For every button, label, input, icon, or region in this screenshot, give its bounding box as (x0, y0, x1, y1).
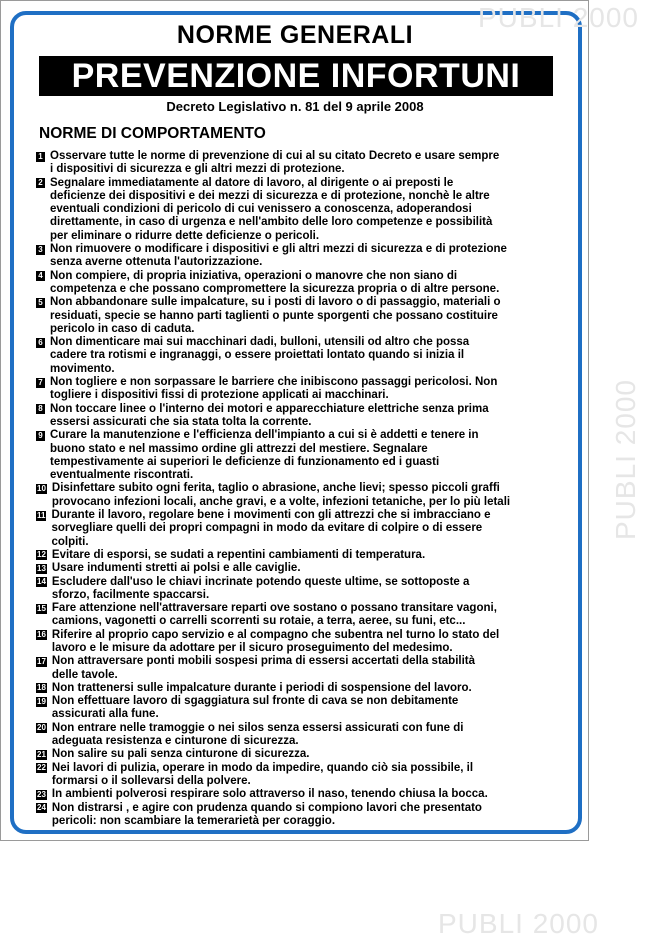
rule-line: In ambienti polverosi respirare solo attraverso il naso, tenendo chiusa la bocca. (51, 788, 488, 801)
rule-text (50, 177, 492, 243)
rule-line: pericoli: non scambiare la temerarietà per coraggio. (51, 814, 336, 827)
rule-item (36, 243, 566, 270)
rule-line: colpiti. (51, 535, 89, 548)
rule-line: provocano infezioni locali, anche gravi, e a volte, infezioni tetaniche, per lo più letali (51, 495, 511, 508)
rule-text (50, 376, 497, 403)
rule-item (36, 629, 566, 656)
rule-number-badge: 11 (37, 510, 46, 520)
rule-text (52, 682, 472, 695)
rule-number-badge: 13 (37, 563, 46, 573)
rule-line: Curare la manutenzione e l'efficienza dell'impianto a cui si è addetti e tenere in (50, 429, 479, 442)
rule-line: direttamente, in caso di urgenza e nell'ambito delle loro competenze e possibilità (50, 216, 493, 229)
rule-line: lavoro e le misure da adottare per il sicuro proseguimento del medesimo. (51, 641, 453, 654)
rule-line: adeguata resistenza e cinturone di sicurezza. (51, 735, 299, 748)
rule-item (36, 802, 566, 829)
rule-item (36, 576, 566, 603)
rule-text (50, 429, 479, 482)
rule-number-badge: 12 (37, 550, 46, 560)
rule-line: Non salire su pali senza cinturone di sicurezza. (51, 748, 310, 761)
rule-line: assicurati alla fune. (51, 708, 159, 721)
rule-number-badge: 16 (37, 630, 46, 640)
sign-banner: PREVENZIONE INFORTUNI (39, 56, 553, 96)
rule-item (36, 562, 566, 575)
rule-item (36, 762, 566, 789)
rule-line: Fare attenzione nell'attraversare reparti ove sostano o possano transitare vagoni, (51, 602, 497, 615)
rule-line: Nei lavori di pulizia, operare in modo da impedire, quando ciò sia possibile, il (51, 761, 474, 774)
rule-item (36, 695, 566, 722)
rule-text (52, 576, 469, 603)
rule-line: togliere i dispositivi fissi di protezione applicati ai macchinari. (50, 389, 389, 402)
watermark-side: PUBLI 2000 (610, 379, 641, 540)
rule-line: Non dimenticare mai sui macchinari dadi, bulloni, utensili od altro che possa (50, 336, 470, 349)
rule-line: i dispositivi di sicurezza e gli altri mezzi di protezione. (50, 163, 345, 176)
rule-line: Evitare di esporsi, se sudati a repentini cambiamenti di temperatura. (51, 548, 426, 561)
rule-text (52, 748, 310, 761)
rule-item (36, 682, 566, 695)
rule-text (52, 602, 497, 629)
rule-line: senza averne ottenuta l'autorizzazione. (50, 256, 263, 269)
rule-number-badge: 21 (37, 749, 46, 759)
rule-item (36, 177, 566, 243)
rule-text (52, 695, 458, 722)
rule-line: Non attraversare ponti mobili sospesi prima di essersi accertati della stabilità (51, 655, 476, 668)
rule-line: Non distrarsi , e agire con prudenza quando si compiono lavori che presentato (51, 801, 482, 814)
rule-line: pericolo in caso di caduta. (50, 322, 195, 335)
rule-text (52, 762, 473, 789)
rule-item (36, 150, 566, 177)
rule-text (50, 270, 499, 297)
rule-item (36, 788, 566, 801)
rule-line: Non entrare nelle tramoggie o nei silos senza essersi assicurati con fune di (51, 721, 464, 734)
rule-line: Disinfettare subito ogni ferita, taglio o abrasione, anche lievi; spesso piccoli graffi (51, 482, 500, 495)
rule-line: Escludere dall'uso le chiavi incrinate potendo queste ultime, se sottoposte a (51, 575, 470, 588)
rule-item (36, 722, 566, 749)
rule-number-badge: 23 (37, 789, 46, 799)
rule-line: Usare indumenti stretti ai polsi e alle caviglie. (51, 562, 301, 575)
rule-text (52, 722, 464, 749)
rule-line: Non trattenersi sulle impalcature durante i periodi di sospensione del lavoro. (51, 681, 472, 694)
rule-line: essersi assicurati che sia stata tolta la corrente. (50, 415, 312, 428)
rule-number-badge: 8 (36, 404, 45, 414)
rule-line: per eliminare o ridurre dette deficienze o pericoli. (50, 229, 320, 242)
rule-line: Non rimuovere o modificare i dispositivi e gli altri mezzi di sicurezza e di protezione (50, 243, 507, 256)
rule-line: Non abbandonare sulle impalcature, su i posti di lavoro o di passaggio, materiali o (50, 296, 501, 309)
rule-text (52, 629, 499, 656)
rule-item (36, 336, 566, 376)
rule-line: eventuali condizioni di pericolo di cui venissero a conoscenza, adoperandosi (50, 203, 472, 216)
rule-text (52, 655, 475, 682)
rule-number-badge: 14 (37, 577, 46, 586)
watermark-bottom: PUBLI 2000 (438, 908, 599, 939)
rule-line: camions, vagonetti o carrelli scorrenti su rotaie, a terra, aeree, su funi, etc... (51, 615, 466, 628)
rule-item (36, 549, 566, 562)
rule-text (52, 788, 488, 801)
rule-text (50, 150, 499, 177)
rule-number-badge: 5 (36, 298, 45, 308)
rule-text (50, 296, 501, 336)
rule-number-badge: 6 (36, 338, 45, 348)
rule-line: competenza e che possano compromettere la sicurezza propria o di altre persone. (50, 282, 500, 295)
rule-text (50, 243, 507, 270)
rule-number-badge: 3 (36, 245, 45, 255)
rule-number-badge: 22 (37, 763, 46, 773)
rule-text (52, 562, 301, 575)
sign-title: NORME GENERALI (176, 21, 414, 49)
rule-line: sorvegliare quelli dei propri compagni in modo da evitare di colpire o di essere (51, 522, 483, 535)
rule-number-badge: 10 (37, 483, 46, 493)
rule-item (36, 748, 566, 761)
rule-item (36, 655, 566, 682)
rule-line: residuati, specie se hanno parti taglienti o punte sporgenti che possano costituire (50, 309, 498, 322)
rule-line: delle tavole. (51, 668, 118, 681)
rule-line: movimento. (50, 362, 115, 375)
rule-number-badge: 19 (37, 696, 46, 706)
rule-item (36, 602, 566, 629)
watermark-top: PUBLI 2000 (478, 2, 639, 33)
rule-item (36, 482, 566, 509)
rule-number-badge: 24 (37, 803, 46, 813)
rule-number-badge: 17 (37, 656, 46, 666)
rule-number-badge: 1 (36, 152, 45, 162)
rule-item (36, 509, 566, 549)
rule-line: sforzo, facilmente spaccarsi. (51, 588, 210, 601)
rule-item (36, 270, 566, 297)
rule-number-badge: 20 (37, 723, 46, 733)
rule-number-badge: 2 (36, 178, 45, 188)
rule-text (51, 509, 490, 549)
rule-number-badge: 4 (36, 271, 45, 281)
rule-text (50, 336, 469, 376)
rule-item (36, 376, 566, 403)
decree-reference: Decreto Legislativo n. 81 del 9 aprile 2008 (166, 99, 424, 114)
rule-text (52, 549, 425, 562)
rule-item (36, 429, 566, 482)
rule-number-badge: 9 (36, 431, 45, 441)
rule-line: Non effettuare lavoro di sgaggiatura sul fronte di cava se non debitamente (51, 695, 459, 708)
rule-line: eventualmente riscontrati. (50, 469, 194, 482)
rule-line: Non toccare linee o l'interno dei motori e apparecchiature elettriche senza prima (50, 402, 489, 415)
rule-line: Non togliere e non sorpassare le barriere che inibiscono passaggi pericolosi. Non (50, 376, 498, 389)
rule-line: Durante il lavoro, regolare bene i movimenti con gli attrezzi che si imbracciano e (51, 509, 491, 522)
rule-line: deficienze dei dispositivi e dei mezzi di sicurezza e di protezione, nonchè le altre (50, 189, 490, 202)
rules-list (36, 150, 566, 828)
rule-text (52, 482, 510, 509)
rule-line: cadere tra rotismi e ingranaggi, o essere proiettati lontato quando si inizia il (50, 349, 465, 362)
rule-item (36, 403, 566, 430)
rule-number-badge: 18 (37, 683, 46, 693)
rule-item (36, 296, 566, 336)
rule-line: Osservare tutte le norme di prevenzione di cui al su citato Decreto e usare sempre (50, 150, 500, 162)
rule-line: formarsi o il sollevarsi della polvere. (51, 774, 251, 787)
rule-text (50, 403, 489, 430)
rule-number-badge: 15 (37, 603, 46, 613)
section-heading: NORME DI COMPORTAMENTO (39, 125, 266, 142)
rule-text (52, 802, 482, 829)
rule-line: Non compiere, di propria iniziativa, operazioni o manovre che non siano di (50, 269, 458, 282)
rule-line: buono stato e nel massimo ordine gli attrezzi del mestiere. Segnalare (50, 442, 428, 455)
rule-line: Segnalare immediatamente al datore di lavoro, al dirigente o ai preposti le (50, 176, 454, 189)
rule-number-badge: 7 (36, 378, 45, 388)
rule-line: tempestivamente ai superiori le deficienze di funzionamento ed i guasti (50, 455, 440, 468)
rule-line: Riferire al proprio capo servizio e al compagno che subentra nel turno lo stato del (51, 628, 500, 641)
